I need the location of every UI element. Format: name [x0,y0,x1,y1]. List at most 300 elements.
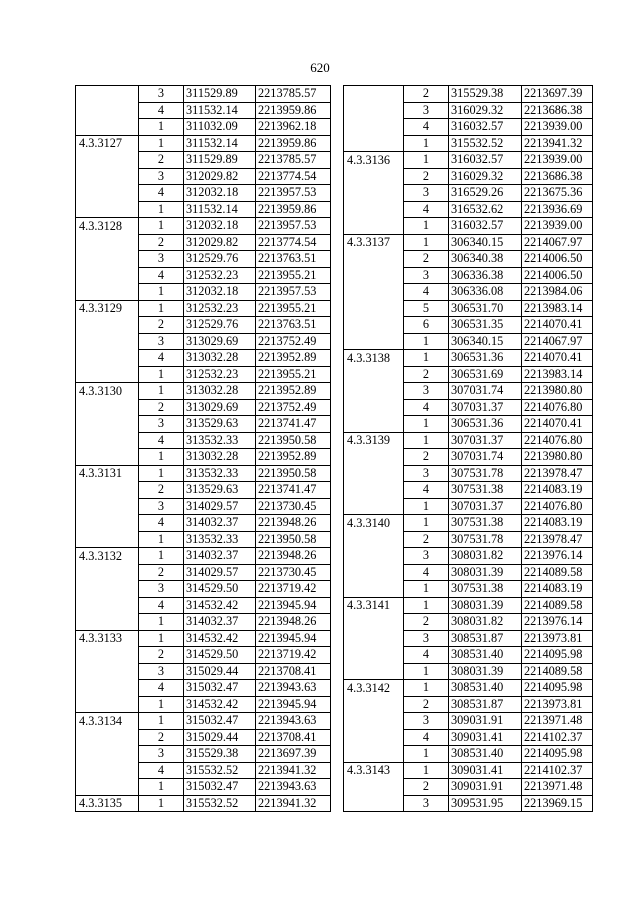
parcel-number-cell [344,267,404,284]
point-number-cell: 1 [139,548,184,565]
x-coordinate-cell: 313529.63 [184,416,256,433]
y-coordinate-cell: 2214070.41 [522,350,593,367]
parcel-number-cell [76,779,139,796]
x-coordinate-cell: 306531.69 [449,366,522,383]
y-coordinate-cell: 2214076.80 [522,432,593,449]
parcel-number-cell: 4.3.3139 [344,432,404,449]
table-row [344,531,593,548]
point-number-cell: 2 [404,696,449,713]
y-coordinate-cell: 2213943.63 [256,779,331,796]
point-number-cell: 2 [404,86,449,103]
x-coordinate-cell: 313032.28 [184,449,256,466]
table-row [344,317,593,334]
parcel-number-cell [344,696,404,713]
table-row [76,482,331,499]
parcel-number-cell [76,416,139,433]
x-coordinate-cell: 307531.38 [449,515,522,532]
y-coordinate-cell: 2213983.14 [522,300,593,317]
y-coordinate-cell: 2213741.47 [256,482,331,499]
y-coordinate-cell: 2213708.41 [256,663,331,680]
table-row [76,498,331,515]
parcel-number-cell [76,317,139,334]
table-row [344,647,593,664]
parcel-number-cell: 4.3.3133 [76,630,139,647]
y-coordinate-cell: 2213952.89 [256,350,331,367]
y-coordinate-cell: 2214095.98 [522,647,593,664]
table-row [76,383,331,400]
point-number-cell: 1 [404,680,449,697]
table-row [76,399,331,416]
table-row [344,300,593,317]
x-coordinate-cell: 313532.33 [184,531,256,548]
point-number-cell: 5 [404,300,449,317]
y-coordinate-cell: 2213945.94 [256,630,331,647]
point-number-cell: 3 [139,251,184,268]
y-coordinate-cell: 2213752.49 [256,333,331,350]
point-number-cell: 3 [139,168,184,185]
y-coordinate-cell: 2213774.54 [256,234,331,251]
x-coordinate-cell: 316032.57 [449,152,522,169]
point-number-cell: 1 [404,333,449,350]
point-number-cell: 4 [139,680,184,697]
y-coordinate-cell: 2213708.41 [256,729,331,746]
table-row [76,746,331,763]
parcel-number-cell [344,564,404,581]
x-coordinate-cell: 312532.23 [184,267,256,284]
point-number-cell: 1 [404,350,449,367]
point-number-cell: 6 [404,317,449,334]
x-coordinate-cell: 314032.37 [184,614,256,631]
parcel-number-cell [344,251,404,268]
table-row [344,465,593,482]
point-number-cell: 2 [139,234,184,251]
table-row [344,696,593,713]
table-row [76,102,331,119]
point-number-cell: 4 [404,284,449,301]
point-number-cell: 1 [139,713,184,730]
table-row [76,317,331,334]
y-coordinate-cell: 2213686.38 [522,102,593,119]
table-row [344,630,593,647]
y-coordinate-cell: 2214089.58 [522,564,593,581]
point-number-cell: 3 [404,383,449,400]
parcel-number-cell [76,647,139,664]
y-coordinate-cell: 2213943.63 [256,680,331,697]
table-row [76,729,331,746]
point-number-cell: 4 [139,762,184,779]
parcel-number-cell [344,185,404,202]
point-number-cell: 1 [404,432,449,449]
parcel-number-cell: 4.3.3137 [344,234,404,251]
y-coordinate-cell: 2213730.45 [256,564,331,581]
x-coordinate-cell: 306340.15 [449,333,522,350]
parcel-number-cell: 4.3.3142 [344,680,404,697]
point-number-cell: 2 [404,779,449,796]
table-row [76,779,331,796]
table-row [344,713,593,730]
y-coordinate-cell: 2213955.21 [256,267,331,284]
y-coordinate-cell: 2213959.86 [256,135,331,152]
table-row [344,267,593,284]
parcel-number-cell [76,119,139,136]
x-coordinate-cell: 306531.35 [449,317,522,334]
table-row [76,135,331,152]
parcel-number-cell [344,416,404,433]
parcel-number-cell: 4.3.3136 [344,152,404,169]
x-coordinate-cell: 316032.57 [449,119,522,136]
point-number-cell: 2 [404,449,449,466]
table-row [344,597,593,614]
x-coordinate-cell: 313532.33 [184,465,256,482]
table-row [344,218,593,235]
parcel-number-cell: 4.3.3141 [344,597,404,614]
point-number-cell: 4 [404,399,449,416]
parcel-number-cell [76,564,139,581]
parcel-number-cell [344,614,404,631]
point-number-cell: 4 [404,482,449,499]
parcel-number-cell: 4.3.3134 [76,713,139,730]
y-coordinate-cell: 2214095.98 [522,680,593,697]
y-coordinate-cell: 2213957.53 [256,218,331,235]
parcel-number-cell: 4.3.3129 [76,300,139,317]
y-coordinate-cell: 2214070.41 [522,317,593,334]
x-coordinate-cell: 316029.32 [449,102,522,119]
y-coordinate-cell: 2213939.00 [522,119,593,136]
table-row [344,729,593,746]
x-coordinate-cell: 312029.82 [184,234,256,251]
parcel-number-cell [76,168,139,185]
x-coordinate-cell: 308531.40 [449,680,522,697]
parcel-number-cell [76,482,139,499]
table-row [76,597,331,614]
x-coordinate-cell: 311532.14 [184,135,256,152]
parcel-number-cell [76,333,139,350]
table-row [76,366,331,383]
point-number-cell: 4 [404,647,449,664]
y-coordinate-cell: 2213948.26 [256,614,331,631]
point-number-cell: 2 [404,168,449,185]
point-number-cell: 1 [139,135,184,152]
table-row [344,432,593,449]
x-coordinate-cell: 313032.28 [184,350,256,367]
y-coordinate-cell: 2213948.26 [256,548,331,565]
x-coordinate-cell: 314032.37 [184,548,256,565]
y-coordinate-cell: 2213730.45 [256,498,331,515]
x-coordinate-cell: 308031.39 [449,597,522,614]
x-coordinate-cell: 311532.14 [184,102,256,119]
table-row [76,251,331,268]
table-row [344,234,593,251]
parcel-number-cell [76,399,139,416]
table-row [344,581,593,598]
y-coordinate-cell: 2214006.50 [522,267,593,284]
x-coordinate-cell: 313029.69 [184,399,256,416]
y-coordinate-cell: 2213939.00 [522,218,593,235]
point-number-cell: 1 [139,201,184,218]
parcel-number-cell [344,482,404,499]
point-number-cell: 1 [404,152,449,169]
table-row [344,135,593,152]
y-coordinate-cell: 2213984.06 [522,284,593,301]
parcel-number-cell [344,779,404,796]
point-number-cell: 2 [139,399,184,416]
point-number-cell: 2 [139,564,184,581]
y-coordinate-cell: 2213763.51 [256,317,331,334]
point-number-cell: 1 [139,366,184,383]
point-number-cell: 3 [404,185,449,202]
table-row [76,201,331,218]
y-coordinate-cell: 2213959.86 [256,102,331,119]
parcel-number-cell [76,284,139,301]
table-row [76,548,331,565]
parcel-number-cell [76,597,139,614]
x-coordinate-cell: 308531.40 [449,746,522,763]
y-coordinate-cell: 2213952.89 [256,383,331,400]
x-coordinate-cell: 309031.91 [449,779,522,796]
table-row [76,630,331,647]
x-coordinate-cell: 307531.38 [449,581,522,598]
table-row [344,399,593,416]
parcel-number-cell [76,498,139,515]
y-coordinate-cell: 2213943.63 [256,713,331,730]
y-coordinate-cell: 2213941.32 [256,795,331,812]
x-coordinate-cell: 309031.91 [449,713,522,730]
point-number-cell: 3 [404,465,449,482]
point-number-cell: 1 [404,663,449,680]
table-row [76,350,331,367]
y-coordinate-cell: 2213697.39 [256,746,331,763]
x-coordinate-cell: 308031.82 [449,614,522,631]
point-number-cell: 1 [139,465,184,482]
y-coordinate-cell: 2213948.26 [256,515,331,532]
x-coordinate-cell: 311529.89 [184,152,256,169]
point-number-cell: 4 [139,267,184,284]
point-number-cell: 3 [404,795,449,812]
y-coordinate-cell: 2213945.94 [256,597,331,614]
x-coordinate-cell: 307031.74 [449,383,522,400]
table-row [344,564,593,581]
parcel-number-cell [344,135,404,152]
point-number-cell: 1 [139,531,184,548]
parcel-number-cell [76,614,139,631]
parcel-number-cell [76,531,139,548]
y-coordinate-cell: 2214095.98 [522,746,593,763]
table-row [76,234,331,251]
table-row [344,548,593,565]
point-number-cell: 3 [139,86,184,103]
table-row [344,284,593,301]
table-row [76,614,331,631]
parcel-number-cell: 4.3.3127 [76,135,139,152]
y-coordinate-cell: 2213983.14 [522,366,593,383]
parcel-number-cell [76,86,139,103]
x-coordinate-cell: 309031.41 [449,729,522,746]
parcel-number-cell [76,251,139,268]
point-number-cell: 1 [139,696,184,713]
y-coordinate-cell: 2213941.32 [256,762,331,779]
y-coordinate-cell: 2213939.00 [522,152,593,169]
table-row [344,201,593,218]
x-coordinate-cell: 313032.28 [184,383,256,400]
y-coordinate-cell: 2214102.37 [522,762,593,779]
x-coordinate-cell: 306340.38 [449,251,522,268]
parcel-number-cell: 4.3.3143 [344,762,404,779]
x-coordinate-cell: 314532.42 [184,696,256,713]
x-coordinate-cell: 315532.52 [449,135,522,152]
x-coordinate-cell: 312532.23 [184,366,256,383]
y-coordinate-cell: 2213785.57 [256,152,331,169]
parcel-number-cell [344,663,404,680]
table-row [344,746,593,763]
table-row [344,449,593,466]
parcel-number-cell [344,713,404,730]
y-coordinate-cell: 2214083.19 [522,581,593,598]
parcel-number-cell [344,548,404,565]
x-coordinate-cell: 314529.50 [184,647,256,664]
parcel-number-cell [76,267,139,284]
parcel-number-cell [344,795,404,812]
x-coordinate-cell: 315532.52 [184,795,256,812]
table-row [76,762,331,779]
y-coordinate-cell: 2214089.58 [522,663,593,680]
y-coordinate-cell: 2213955.21 [256,300,331,317]
point-number-cell: 4 [139,597,184,614]
x-coordinate-cell: 312032.18 [184,218,256,235]
x-coordinate-cell: 308031.82 [449,548,522,565]
point-number-cell: 3 [404,713,449,730]
y-coordinate-cell: 2213980.80 [522,383,593,400]
table-row [76,218,331,235]
y-coordinate-cell: 2213952.89 [256,449,331,466]
point-number-cell: 4 [404,564,449,581]
parcel-number-cell [344,119,404,136]
parcel-number-cell [76,102,139,119]
y-coordinate-cell: 2214083.19 [522,515,593,532]
x-coordinate-cell: 308531.87 [449,696,522,713]
parcel-number-cell: 4.3.3128 [76,218,139,235]
point-number-cell: 3 [139,333,184,350]
table-row [344,762,593,779]
parcel-number-cell [344,102,404,119]
point-number-cell: 4 [139,350,184,367]
table-row [344,795,593,812]
point-number-cell: 3 [404,102,449,119]
y-coordinate-cell: 2213774.54 [256,168,331,185]
x-coordinate-cell: 314029.57 [184,564,256,581]
table-row [344,416,593,433]
y-coordinate-cell: 2213957.53 [256,284,331,301]
parcel-number-cell [76,515,139,532]
point-number-cell: 3 [139,498,184,515]
x-coordinate-cell: 307031.37 [449,399,522,416]
table-row [76,168,331,185]
x-coordinate-cell: 312032.18 [184,284,256,301]
point-number-cell: 2 [404,366,449,383]
table-row [76,713,331,730]
x-coordinate-cell: 314032.37 [184,515,256,532]
x-coordinate-cell: 307531.38 [449,482,522,499]
y-coordinate-cell: 2213719.42 [256,647,331,664]
point-number-cell: 2 [139,647,184,664]
x-coordinate-cell: 315032.47 [184,713,256,730]
parcel-number-cell [344,746,404,763]
table-row [76,663,331,680]
x-coordinate-cell: 306531.36 [449,416,522,433]
x-coordinate-cell: 315529.38 [184,746,256,763]
point-number-cell: 4 [139,185,184,202]
y-coordinate-cell: 2214076.80 [522,498,593,515]
x-coordinate-cell: 314529.50 [184,581,256,598]
y-coordinate-cell: 2213941.32 [522,135,593,152]
x-coordinate-cell: 316532.62 [449,201,522,218]
point-number-cell: 2 [139,482,184,499]
x-coordinate-cell: 316029.32 [449,168,522,185]
parcel-number-cell: 4.3.3131 [76,465,139,482]
x-coordinate-cell: 306340.15 [449,234,522,251]
table-row [76,432,331,449]
x-coordinate-cell: 309531.95 [449,795,522,812]
table-row [76,647,331,664]
table-row [344,185,593,202]
point-number-cell: 1 [404,762,449,779]
point-number-cell: 2 [139,152,184,169]
parcel-number-cell [344,498,404,515]
right-coordinates-table [343,85,593,812]
point-number-cell: 1 [139,795,184,812]
table-row [344,350,593,367]
y-coordinate-cell: 2213752.49 [256,399,331,416]
point-number-cell: 1 [139,300,184,317]
y-coordinate-cell: 2213686.38 [522,168,593,185]
point-number-cell: 4 [139,102,184,119]
x-coordinate-cell: 315029.44 [184,729,256,746]
parcel-number-cell [344,647,404,664]
x-coordinate-cell: 312529.76 [184,317,256,334]
y-coordinate-cell: 2213980.80 [522,449,593,466]
parcel-number-cell [344,366,404,383]
point-number-cell: 1 [139,449,184,466]
y-coordinate-cell: 2214089.58 [522,597,593,614]
point-number-cell: 4 [404,729,449,746]
parcel-number-cell [76,350,139,367]
table-row [76,333,331,350]
parcel-number-cell: 4.3.3132 [76,548,139,565]
point-number-cell: 3 [139,663,184,680]
y-coordinate-cell: 2213936.69 [522,201,593,218]
y-coordinate-cell: 2213971.48 [522,779,593,796]
parcel-number-cell [76,729,139,746]
y-coordinate-cell: 2213955.21 [256,366,331,383]
point-number-cell: 1 [139,630,184,647]
point-number-cell: 3 [139,416,184,433]
table-row [344,119,593,136]
point-number-cell: 2 [404,531,449,548]
y-coordinate-cell: 2213950.58 [256,465,331,482]
y-coordinate-cell: 2213675.36 [522,185,593,202]
y-coordinate-cell: 2213785.57 [256,86,331,103]
x-coordinate-cell: 314532.42 [184,630,256,647]
table-row [344,383,593,400]
parcel-number-cell [344,465,404,482]
x-coordinate-cell: 306336.38 [449,267,522,284]
point-number-cell: 1 [404,416,449,433]
point-number-cell: 1 [404,597,449,614]
parcel-number-cell [76,201,139,218]
y-coordinate-cell: 2214102.37 [522,729,593,746]
x-coordinate-cell: 315532.52 [184,762,256,779]
parcel-number-cell [76,581,139,598]
y-coordinate-cell: 2213962.18 [256,119,331,136]
